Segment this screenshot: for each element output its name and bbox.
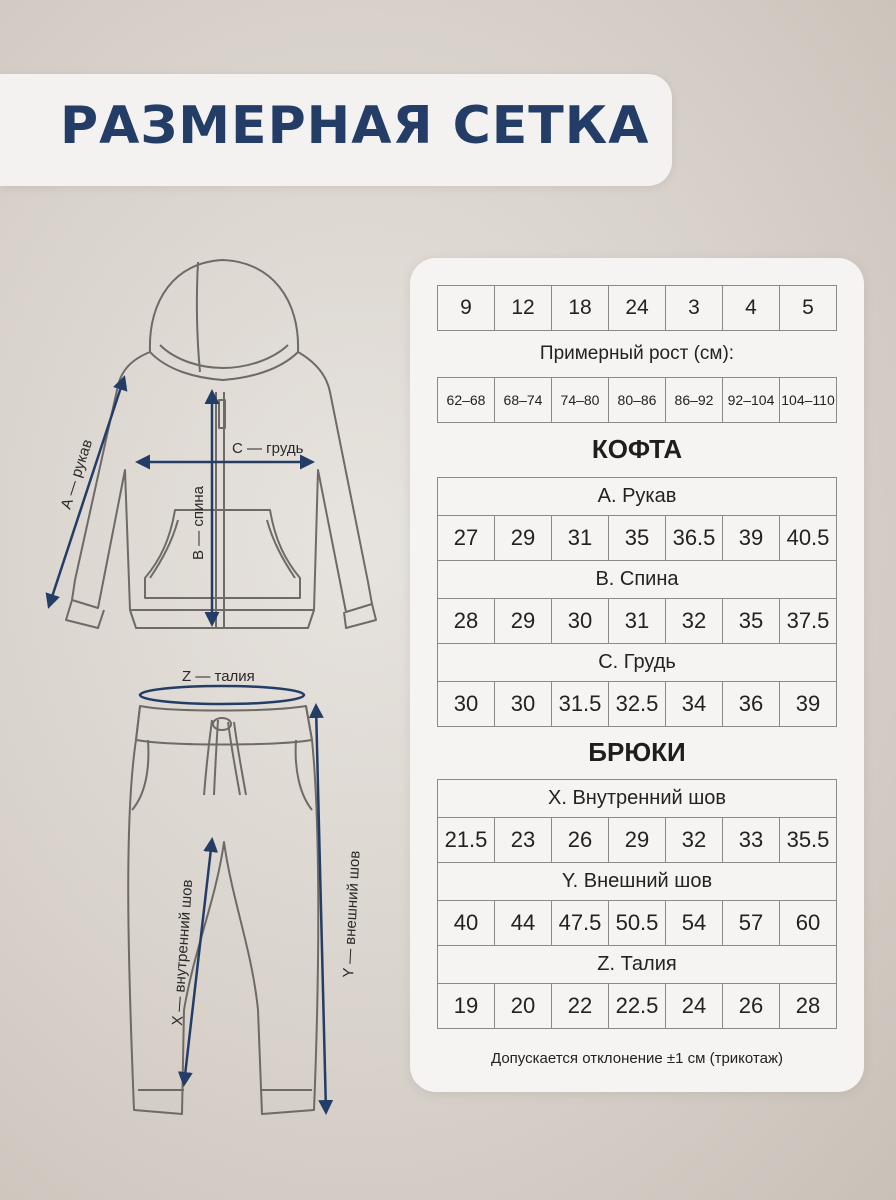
age-cell: 5 [780,286,837,331]
value-cell: 22 [552,984,609,1029]
value-cell: 37.5 [780,599,837,644]
value-cell: 39 [780,682,837,727]
age-cell: 18 [552,286,609,331]
value-cell: 31.5 [552,682,609,727]
jacket-table [437,477,837,727]
table-row [438,561,837,599]
height-cell: 74–80 [552,378,609,423]
row-heading: В. Спина [438,561,837,599]
table-row [438,286,837,331]
tolerance-note: Допускается отклонение ±1 см (трикотаж) [491,1050,783,1067]
height-heading: Примерный рост (см): [539,343,735,364]
value-cell: 36.5 [666,516,723,561]
value-cell: 32 [666,818,723,863]
value-cell: 36 [723,682,780,727]
age-cell: 9 [438,286,495,331]
table-row [438,946,837,984]
value-cell: 26 [723,984,780,1029]
table-row [438,682,837,727]
value-cell: 22.5 [609,984,666,1029]
value-cell: 30 [552,599,609,644]
value-cell: 21.5 [438,818,495,863]
table-row [438,478,837,516]
table-row [438,818,837,863]
value-cell: 28 [438,599,495,644]
value-cell: 26 [552,818,609,863]
value-cell: 35 [609,516,666,561]
table-row [438,780,837,818]
table-row [438,378,837,423]
value-cell: 54 [666,901,723,946]
age-table [437,285,837,331]
row-heading: Х. Внутренний шов [438,780,837,818]
value-cell: 47.5 [552,901,609,946]
value-cell: 28 [780,984,837,1029]
table-row [438,984,837,1029]
label-y-outseam: Y — внешний шов [340,850,364,979]
height-table [437,377,837,423]
label-z-waist: Z — талия [182,668,255,685]
pants-icon [128,706,318,1114]
value-cell: 33 [723,818,780,863]
age-cell: 3 [666,286,723,331]
value-cell: 29 [495,599,552,644]
value-cell: 27 [438,516,495,561]
value-cell: 29 [495,516,552,561]
value-cell: 23 [495,818,552,863]
table-row [438,863,837,901]
value-cell: 30 [495,682,552,727]
value-cell: 40 [438,901,495,946]
row-heading: Z. Талия [438,946,837,984]
age-cell: 4 [723,286,780,331]
value-cell: 35.5 [780,818,837,863]
row-heading: Y. Внешний шов [438,863,837,901]
label-a-sleeve: А — рукав [57,437,97,512]
pants-title: БРЮКИ [588,737,686,767]
label-b-back: В — спина [190,486,207,560]
row-heading: А. Рукав [438,478,837,516]
hoodie-pocket-icon [145,510,300,598]
value-cell: 20 [495,984,552,1029]
value-cell: 34 [666,682,723,727]
value-cell: 29 [609,818,666,863]
value-cell: 24 [666,984,723,1029]
label-c-chest: С — грудь [232,440,304,457]
height-cell: 68–74 [495,378,552,423]
page-title: РАЗМЕРНАЯ СЕТКА [60,96,650,156]
value-cell: 35 [723,599,780,644]
height-cell: 92–104 [723,378,780,423]
value-cell: 30 [438,682,495,727]
height-cell: 104–110 [780,378,837,423]
height-cell: 86–92 [666,378,723,423]
table-row [438,901,837,946]
jacket-title: КОФТА [591,434,683,464]
value-cell: 32 [666,599,723,644]
age-cell: 24 [609,286,666,331]
value-cell: 32.5 [609,682,666,727]
table-row [438,644,837,682]
height-cell: 80–86 [609,378,666,423]
pants-table [437,779,837,1029]
value-cell: 60 [780,901,837,946]
row-heading: С. Грудь [438,644,837,682]
table-row [438,516,837,561]
value-cell: 44 [495,901,552,946]
label-x-inseam: Х — внутренний шов [169,878,197,1027]
value-cell: 39 [723,516,780,561]
hoodie-body-icon [72,352,372,628]
value-cell: 40.5 [780,516,837,561]
height-cell: 62–68 [438,378,495,423]
table-row [438,599,837,644]
garment-diagram [0,0,410,1200]
value-cell: 31 [609,599,666,644]
value-cell: 57 [723,901,780,946]
hoodie-hood-icon [150,260,298,380]
value-cell: 50.5 [609,901,666,946]
age-cell: 12 [495,286,552,331]
value-cell: 19 [438,984,495,1029]
value-cell: 31 [552,516,609,561]
